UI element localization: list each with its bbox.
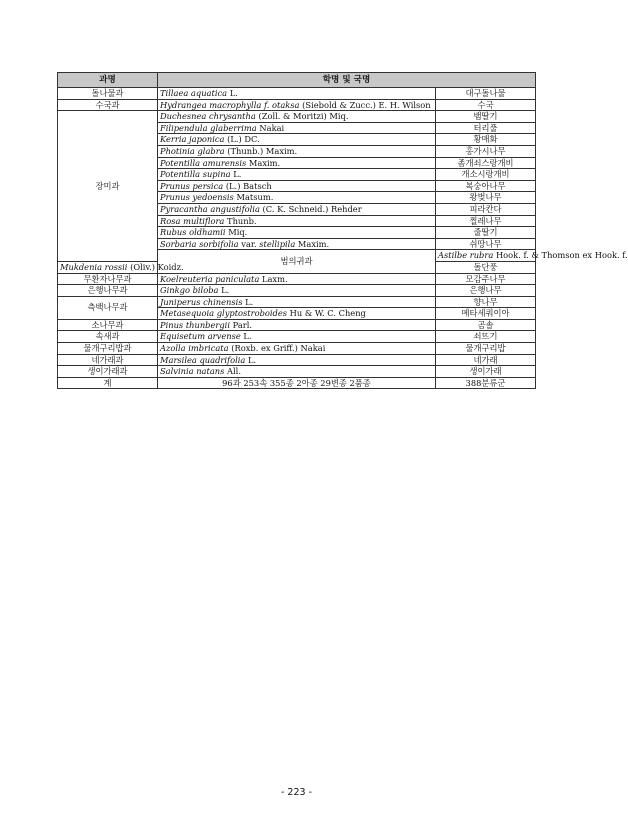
korean-name-cell: 좀개쇠스랑개비 [436,157,536,169]
family-cell: 네가래과 [58,354,158,366]
scientific-name-cell [158,296,436,308]
genus-species: Prunus persica [160,180,224,191]
korean-name-cell: 피라칸다 [436,203,536,215]
table-row [58,366,536,378]
korean-name-cell: 왕벚나무 [436,192,536,204]
author: Matsum. [236,192,274,203]
korean-name-cell: 메타세쿼이아 [436,308,536,320]
genus-species: Photinia glabra [160,145,225,156]
table-row [58,319,536,331]
author: L. [247,354,257,365]
scientific-name-cell [158,145,436,157]
genus-species: Duchesnea chrysantha [160,111,256,122]
korean-name-cell: 황매화 [436,134,536,146]
family-cell: 범의귀과 [158,250,436,273]
genus-species: Potentilla amurensis [160,157,247,168]
scientific-name-cell [158,331,436,343]
scientific-name-cell [158,157,436,169]
author: L. [233,169,242,180]
infraspecific-author: Maxim. [297,238,330,249]
genus-species: Potentilla supina [160,169,231,180]
family-cell: 소나무과 [58,319,158,331]
author: var. [241,238,257,249]
page-number: - 223 - [280,787,313,798]
author: Hook. f. & Thomson ex Hook. f. [495,250,628,261]
genus-species: Tillaea aquatica [160,88,228,98]
author: (C. K. Schneid.) Rehder [262,203,362,214]
genus-species: Marsilea quadrifolia [160,354,246,365]
genus-species: Prunus yedoensis [160,192,234,203]
author: (L.) DC. [227,134,260,145]
family-cell: 무환자나무과 [58,273,158,285]
family-cell: 생이가래과 [58,366,158,378]
scientific-name-cell [158,343,436,355]
author: Thunb. [227,215,257,226]
total-row [58,377,536,389]
author: (L.) Batsch [225,180,272,191]
scientific-name-cell [158,134,436,146]
species-table [57,72,628,389]
author: (Roxb. ex Griff.) Nakai [231,343,326,354]
total-label: 계 [58,377,158,389]
infraspecific-epithet: stellipila [259,238,296,249]
table-header-row [58,73,536,88]
scientific-name-cell [158,285,436,297]
genus-species: Rubus oldhamii [160,227,226,238]
scientific-name-cell [158,192,436,204]
genus-species: Juniperus chinensis [160,296,243,307]
scientific-name-cell [158,169,436,181]
header-name: 학명 및 국명 [158,73,536,88]
table-row [58,88,536,100]
korean-name-cell: 대구돌나물 [436,88,536,100]
korean-name-cell: 개소시랑개비 [436,169,536,181]
korean-name-cell: 곰솔 [436,319,536,331]
genus-species: Sorbaria sorbifolia [160,238,239,249]
author: (Siebold & Zucc.) E. H. Wilson [302,99,431,110]
author: L. [245,296,254,307]
scientific-name-cell [158,354,436,366]
author: (Thunb.) Maxim. [227,145,298,156]
header-family: 과명 [58,73,158,88]
author: Maxim. [248,157,281,168]
scientific-name-cell [158,203,436,215]
korean-name-cell: 은행나무 [436,285,536,297]
table-row [58,354,536,366]
author: L. [221,285,230,296]
scientific-name-cell [158,215,436,227]
genus-species: Filipendula glaberrima [160,122,257,133]
scientific-name-cell [58,261,184,273]
scientific-name-cell [158,99,436,111]
genus-species: Kerria japonica [160,134,225,145]
korean-name-cell: 터리풀 [436,122,536,134]
family-cell: 수국과 [58,99,158,111]
genus-species: Astilbe rubra [438,250,494,261]
genus-species: Ginkgo biloba [160,285,219,296]
table-row [58,343,536,355]
author: (Oliv.) Koidz. [130,261,184,272]
table-row [58,99,536,111]
author: Hu & W. C. Cheng [289,308,366,319]
author: L. [243,331,252,342]
genus-species: Koelreuteria paniculata [160,273,260,284]
author: Parl. [232,319,253,330]
korean-name-cell: 뱀딸기 [436,111,536,123]
scientific-name-cell [158,308,436,320]
genus-species: Equisetum arvense [160,331,241,342]
korean-name-cell: 수국 [436,99,536,111]
table-row [58,285,536,297]
scientific-name-cell [158,180,436,192]
author: Laxm. [261,273,288,284]
family-cell: 물개구리밥과 [58,343,158,355]
author: (Zoll. & Moritzi) Miq. [258,111,349,122]
korean-name-cell: 향나무 [436,296,536,308]
korean-name-cell: 모감주나무 [436,273,536,285]
scientific-name-cell [158,319,436,331]
korean-name-cell: 생이가래 [436,366,536,378]
author: Miq. [228,227,248,238]
scientific-name-cell [158,88,436,100]
korean-name-cell: 줄딸기 [436,227,536,239]
table-row [58,331,536,343]
korean-name-cell: 복숭아나무 [436,180,536,192]
korean-name-cell: 홍가시나무 [436,145,536,157]
table-body [58,88,628,378]
total-summary: 96과 253속 355종 2아종 29변종 2품종 [158,377,436,389]
table-row [58,111,536,123]
korean-name-cell: 물개구리밥 [436,343,536,355]
scientific-name-cell [158,366,436,378]
genus-species: Metasequoia glyptostroboides [160,308,288,319]
korean-name-cell: 찔레나무 [436,215,536,227]
family-cell: 속새과 [58,331,158,343]
family-cell: 돌나물과 [58,88,158,100]
scientific-name-cell [158,122,436,134]
korean-name-cell: 돌단풍 [436,261,536,273]
genus-species: Mukdenia rossii [60,261,128,272]
genus-species: Hydrangea macrophylla f. otaksa [160,99,300,110]
family-cell: 측백나무과 [58,296,158,319]
scientific-name-cell [436,250,628,262]
genus-species: Azolla imbricata [160,343,229,354]
author: L. [229,88,238,98]
korean-name-cell: 쉬땅나무 [436,238,536,250]
table-row [58,296,536,308]
korean-name-cell: 쇠뜨기 [436,331,536,343]
korean-name-cell: 네가래 [436,354,536,366]
family-cell: 은행나무과 [58,285,158,297]
genus-species: Salvinia natans [160,366,225,377]
family-cell: 장미과 [58,111,158,262]
scientific-name-cell [158,238,436,250]
genus-species: Rosa multiflora [160,215,225,226]
author: Nakai [259,122,285,133]
scientific-name-cell [158,227,436,239]
total-count: 388분류군 [436,377,536,389]
author: All. [227,366,241,377]
genus-species: Pyracantha angustifolia [160,203,260,214]
genus-species: Pinus thunbergii [160,319,230,330]
table-row [58,273,536,285]
scientific-name-cell [158,111,436,123]
scientific-name-cell [158,273,436,285]
